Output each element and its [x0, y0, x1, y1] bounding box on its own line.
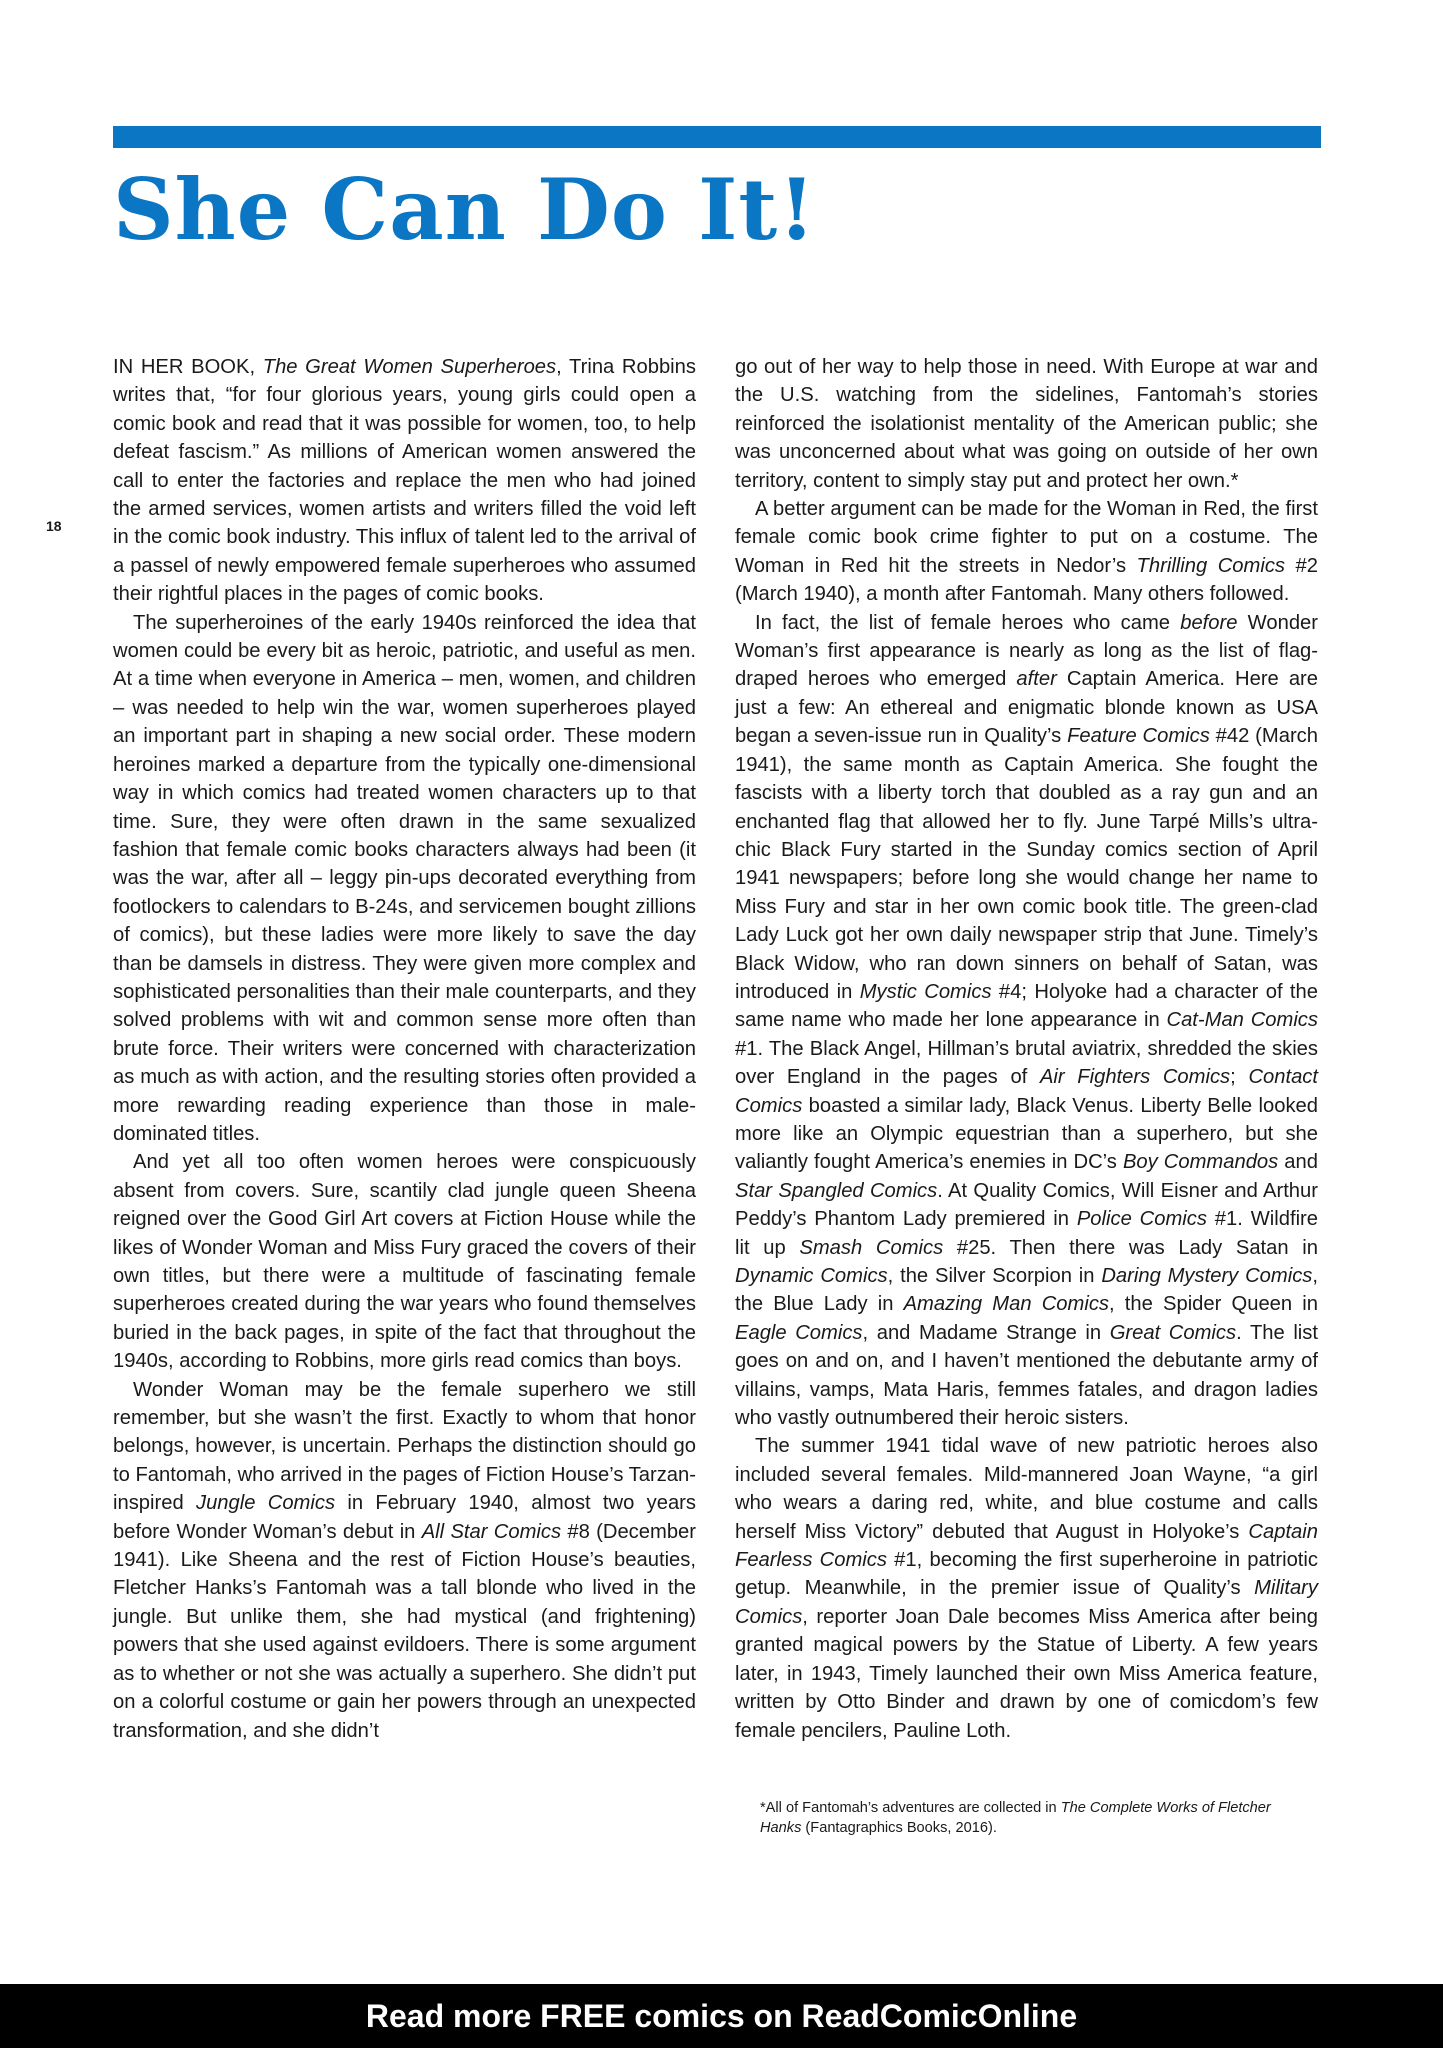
- article-paragraph: IN HER BOOK, The Great Women Superheroes, Trina Robbins writes that, “for four glorious years, young girls could open a comic book and read that it was possible for women, too, to help defeat fascism.” As millions of American women answered the call to enter the factories and replace the men who had joined the armed services, women artists and writers filled the void left in the comic book industry. This influx of talent led to the arrival of a passel of newly empowered female superheroes who assumed their rightful places in the pages of comic books.: [113, 356, 696, 606]
- article-paragraph: And yet all too often women heroes were conspicuously absent from covers. Sure, scantily clad jungle queen Sheena reigned over the Good Girl Art covers at Fiction House while the likes of Wonder Woman and Miss Fury graced the covers of their own titles, but there were a multitude of fascinating female superheroes created during the war years who found themselves buried in the back pages, in spite of the fact that throughout the 1940s, according to Robbins, more girls read comics than boys.: [113, 1151, 696, 1373]
- article-column-right: [735, 353, 1318, 1783]
- page-number: 18: [46, 518, 62, 534]
- article-paragraph: Wonder Woman may be the female superhero we still remember, but she wasn’t the first. Exactly to whom that honor belongs, however, is uncertain. Perhaps the distinction should go to Fantomah, who arrived in the pages of Fiction House’s Tarzan-inspired Jungle Comics in February 1940, almost two years before Wonder Woman’s debut in All Star Comics #8 (December 1941). Like Sheena and the rest of Fiction House’s beauties, Fletcher Hanks’s Fantomah was a tall blonde who lived in the jungle. But unlike them, she had mystical (and frightening) powers that she used against evildoers. There is some argument as to whether or not she was actually a superhero. She didn’t put on a colorful costume or gain her powers through an unexpected transformation, and she didn’t: [113, 1378, 696, 1742]
- top-blue-rule: [113, 126, 1321, 148]
- article-paragraph: In fact, the list of female heroes who came before Wonder Woman’s first appearance is nearly as long as the list of flag-draped heroes who emerged after Captain America. Here are just a few: An ethereal and enigmatic blonde known as USA began a seven-issue run in Quality’s Feature Comics #42 (March 1941), the same month as Captain America. She fought the fascists with a liberty torch that doubled as a ray gun and an enchanted flag that allowed her to fly. June Tarpé Mills’s ultra-chic Black Fury started in the Sunday comics section of April 1941 newspapers; before long she would change her name to Miss Fury and star in her own comic book title. The green-clad Lady Luck got her own daily newspaper strip that June. Timely’s Black Widow, who ran down sinners on behalf of Satan, was introduced in Mystic Comics #4; Holyoke had a character of the same name who made her lone appearance in Cat-Man Comics #1. The Black Angel, Hillman’s brutal aviatrix, shredded the skies over England in the pages of Air Fighters Comics; Contact Comics boasted a similar lady, Black Venus. Liberty Belle looked more like an Olympic equestrian than a superhero, but she valiantly fought America’s enemies in DC’s Boy Commandos and Star Spangled Comics. At Quality Comics, Will Eisner and Arthur Peddy’s Phantom Lady premiered in Police Comics #1. Wildfire lit up Smash Comics #25. Then there was Lady Satan in Dynamic Comics, the Silver Scorpion in Daring Mystery Comics, the Blue Lady in Amazing Man Comics, the Spider Queen in Eagle Comics, and Madame Strange in Great Comics. The list goes on and on, and I haven’t mentioned the debutante army of villains, vamps, Mata Haris, femmes fatales, and dragon ladies who vastly outnumbered their heroic sisters.: [735, 611, 1319, 1430]
- article-paragraph: The superheroines of the early 1940s reinforced the idea that women could be every bit as heroic, patriotic, and useful as men. At a time when everyone in America – men, women, and children – was needed to help win the war, women superheroes played an important part in shaping a new social order. These modern heroines marked a departure from the typically one-dimensional way in which comics had treated women characters up to that time. Sure, they were often drawn in the same sexualized fashion that female comic books characters always had been (it was the war, after all – leggy pin-ups decorated everything from footlockers to calendars to B-24s, and servicemen bought zillions of comics), but these ladies were more likely to save the day than be damsels in distress. They were given more complex and sophisticated personalities than their male counterparts, and they solved problems with wit and common sense more often than brute force. Their writers were concerned with characterization as much as with action, and the resulting stories often provided a more rewarding reading experience than those in male-dominated titles.: [113, 611, 696, 1145]
- article-paragraph: go out of her way to help those in need. With Europe at war and the U.S. watching from the sidelines, Fantomah’s stories reinforced the isolationist mentality of the American public; she was unconcerned about what was going on outside of her own territory, content to simply stay put and protect her own.*: [735, 356, 1318, 492]
- article-paragraph: The summer 1941 tidal wave of new patriotic heroes also included several females. Mild-mannered Joan Wayne, “a girl who wears a daring red, white, and blue costume and calls herself Miss Victory” debuted that August in Holyoke’s Captain Fearless Comics #1, becoming the first superheroine in patriotic getup. Meanwhile, in the premier issue of Quality’s Military Comics, reporter Joan Dale becomes Miss America after being granted magical powers by the Statue of Liberty. A few years later, in 1943, Timely launched their own Miss America feature, written by Otto Binder and drawn by one of comicdom’s few female pencilers, Pauline Loth.: [735, 1435, 1318, 1742]
- article-column-left: [113, 353, 696, 1783]
- footer-banner[interactable]: [0, 1984, 1443, 2048]
- article-paragraph: A better argument can be made for the Woman in Red, the first female comic book crime fighter to put on a costume. The Woman in Red hit the streets in Nedor’s Thrilling Comics #2 (March 1940), a month after Fantomah. Many others followed.: [735, 498, 1318, 606]
- footnote: *All of Fantomah’s adventures are collected in The Complete Works of Fletcher Hanks (Fantagraphics Books, 2016).: [760, 1800, 1271, 1836]
- footer-link-text[interactable]: Read more FREE comics on ReadComicOnline: [365, 1998, 1078, 2034]
- page-title: She Can Do It!: [113, 160, 817, 259]
